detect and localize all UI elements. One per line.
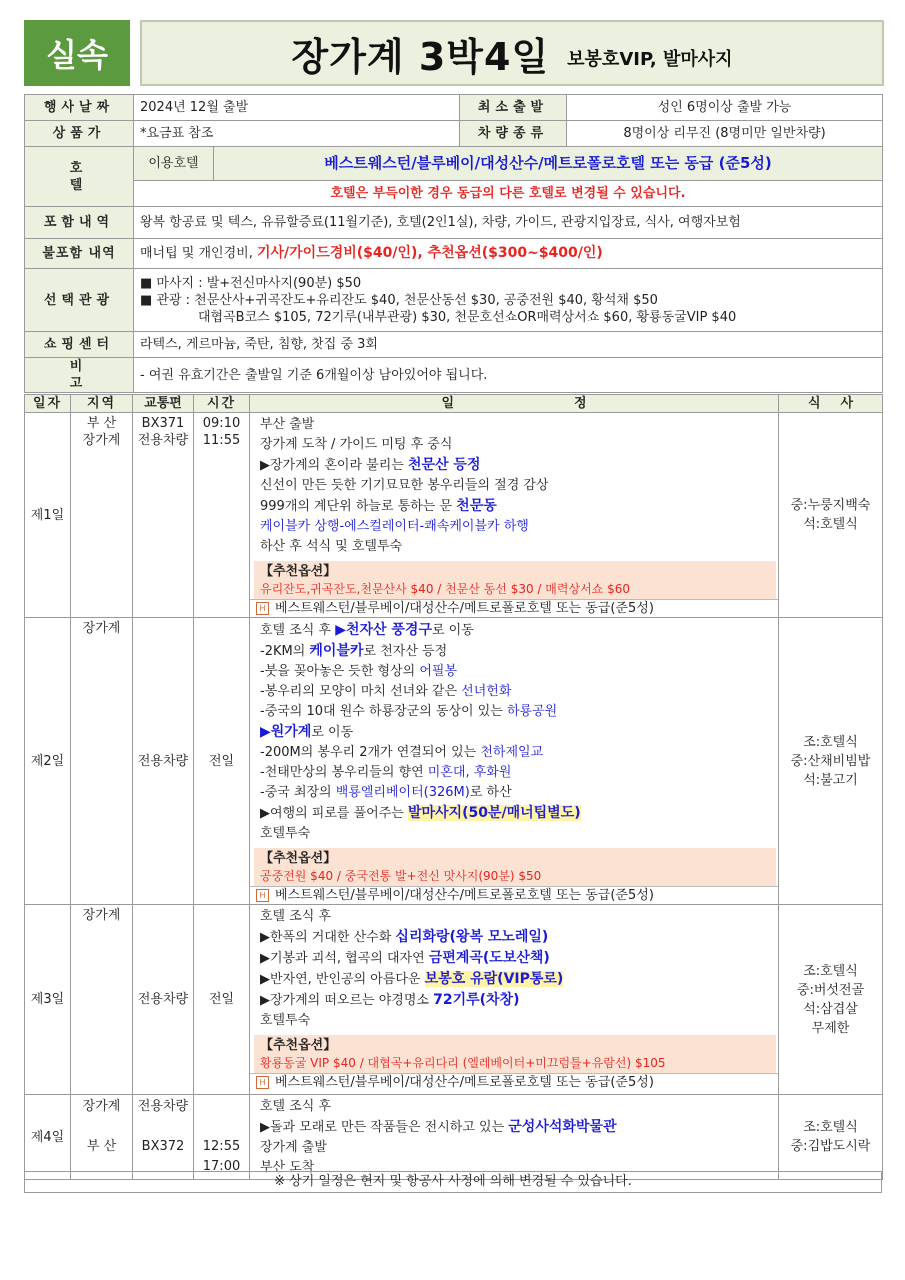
col-day: 일자	[25, 395, 71, 413]
region-line: 장가계	[82, 1099, 121, 1114]
col-transport: 교통편	[133, 395, 194, 413]
optional-tour: ■ 관광 : 천문산사+귀곡잔도+유리잔도 $40, 천문산동선 $30, 공중전원 $40, 황석채 $50	[140, 292, 658, 308]
day-time	[194, 413, 250, 618]
day-time: 전일	[194, 905, 250, 1095]
itin-line	[260, 455, 772, 476]
options-title: 【추천옵션】	[260, 564, 337, 579]
day-meals	[779, 905, 883, 1095]
hotel-line	[250, 1073, 778, 1091]
itin-line: 부산 출발	[260, 417, 315, 432]
day-label: 제4일	[25, 1095, 71, 1180]
day-region	[71, 413, 133, 618]
itin-text: -200M의 봉우리 2개가 연결되어 있는	[260, 745, 481, 760]
day-region: 장가계	[71, 905, 133, 1095]
itin-highlight: 군성사석화박물관	[508, 1119, 617, 1135]
day-time: 전일	[194, 618, 250, 905]
itin-text: ▶반자연, 반인공의 아름다운	[260, 972, 425, 987]
title-box	[140, 20, 884, 86]
itin-text: ▶여행의 피로를 풀어주는	[260, 806, 408, 821]
meal-line: 석:삼겹살	[803, 1001, 858, 1017]
meal-line: 조:호텔식	[803, 963, 858, 979]
optional-tour-label: 선택관광	[25, 269, 134, 332]
options-body: 황룡동굴 VIP $40 / 대협곡+유리다리 (엘레베이터+미끄럼틀+유람선) $105	[260, 1056, 666, 1070]
optional-tour-cont: 대협곡B코스 $105, 72기루(내부관광) $30, 천문호선쇼OR매력상서쇼 $60, 황룡동굴VIP $40	[198, 309, 737, 325]
itin-text: -붓을 꽂아놓은 듯한 형상의	[260, 664, 420, 679]
vehicle-label: 차량종류	[460, 121, 567, 147]
itin-line: 부산 도착	[260, 1160, 315, 1175]
meal-line: 중:김밥도시락	[790, 1139, 871, 1154]
travel-date-label: 행사날짜	[25, 95, 134, 121]
day-meals	[779, 413, 883, 618]
itin-line: 호텔 조식 후	[260, 1099, 332, 1114]
page-subtitle: 보봉호VIP, 발마사지	[567, 49, 733, 70]
hotel-value: 베스트웨스턴/블루베이/대성산수/메트로폴로호텔 또는 동급 (준5성)	[214, 147, 883, 181]
page-title: 장가계 3박4일	[291, 34, 550, 79]
itin-line	[260, 743, 772, 763]
day-itinerary	[250, 413, 779, 618]
itin-text: ▶한폭의 거대한 산수화	[260, 930, 396, 945]
itin-text: -중국의 10대 원수 하룡장군의 동상이 있는	[260, 704, 507, 719]
day-label: 제1일	[25, 413, 71, 618]
itin-highlight: 미혼대, 후화원	[427, 765, 512, 780]
day-transport: 전용차량	[133, 905, 194, 1095]
itin-line	[260, 803, 772, 824]
options-body: 유리잔도,귀곡잔도,천문산사 $40 / 천문산 동선 $30 / 매력상서쇼 $60	[260, 582, 630, 596]
time-line: 11:55	[202, 433, 241, 448]
time-line: 09:10	[202, 416, 241, 431]
excluded-highlight: 기사/가이드경비($40/인), 추천옵션($300~$400/인)	[257, 245, 603, 261]
itin-line: 하산 후 석식 및 호텔투숙	[260, 539, 403, 554]
itin-text: -천태만상의 봉우리들의 향연	[260, 765, 428, 780]
itin-line	[260, 948, 772, 969]
recommended-options	[254, 1035, 776, 1073]
itin-line	[260, 763, 772, 783]
itin-line	[260, 1117, 772, 1138]
time-line: 12:55	[202, 1139, 241, 1154]
itin-line: 장가계 출발	[260, 1140, 327, 1155]
itin-text: -2KM의	[260, 644, 310, 659]
itin-highlight: 천문산 등정	[407, 457, 481, 473]
itin-line: 케이블카 상행-에스컬레이터-쾌속케이블카 하행	[260, 519, 529, 534]
itin-text: -봉우리의 모양이 마치 선녀와 같은	[260, 684, 462, 699]
itin-line	[260, 641, 772, 662]
meal-line: 무제한	[811, 1020, 850, 1036]
itin-highlight: 십리화랑(왕복 모노레일)	[395, 929, 549, 945]
schedule-table	[24, 394, 883, 1180]
itin-line: 호텔투숙	[260, 826, 311, 841]
itin-line	[260, 990, 772, 1011]
meal-line: 중:누룽지백숙	[790, 498, 871, 513]
itin-highlight: 발마사지(50분/매너팁별도)	[407, 805, 581, 821]
itin-line: 장가계 도착 / 가이드 미팅 후 중식	[260, 437, 453, 452]
hotel-text: 베스트웨스턴/블루베이/대성산수/메트로폴로호텔 또는 동급(준5성)	[275, 1075, 654, 1090]
day-transport	[133, 413, 194, 618]
price-label: 상품가	[25, 121, 134, 147]
itin-line	[260, 682, 772, 702]
day-region	[71, 1095, 133, 1180]
itin-text: 로 이동	[311, 725, 354, 740]
day-meals	[779, 618, 883, 905]
included-label: 포함내역	[25, 207, 134, 239]
itin-text: ▶돌과 모래로 만든 작품들은 전시하고 있는	[260, 1120, 509, 1135]
category-badge: 실속	[24, 20, 130, 86]
meal-line: 석:불고기	[803, 772, 858, 788]
hotel-icon: H	[256, 1076, 269, 1089]
excluded-value	[134, 239, 883, 269]
day-meals	[779, 1095, 883, 1180]
meal-line: 조:호텔식	[803, 1120, 858, 1135]
itin-line	[260, 783, 772, 803]
itin-highlight: 보봉호 유람(VIP통로)	[424, 971, 564, 987]
itin-line: 신선이 만든 듯한 기기묘묘한 봉우리들의 절경 감상	[260, 478, 549, 493]
price-value: *요금표 참조	[134, 121, 460, 147]
day-itinerary	[250, 618, 779, 905]
itin-text: 로 하산	[469, 785, 512, 800]
itin-highlight: 케이블카	[309, 643, 364, 659]
recommended-options	[254, 848, 776, 886]
footer-note: ※ 상기 일정은 현지 및 항공사 사정에 의해 변경될 수 있습니다.	[24, 1171, 882, 1193]
col-itinerary: 일정	[250, 395, 779, 413]
shopping-value: 라텍스, 게르마늄, 죽탄, 침향, 찻집 중 3회	[134, 332, 883, 358]
transport-line: 전용차량	[137, 1099, 189, 1114]
meal-line: 석:호텔식	[803, 517, 858, 532]
day-row	[25, 1095, 883, 1180]
itin-highlight: 천하제일교	[480, 745, 544, 760]
itin-highlight: 금편계곡(도보산책)	[428, 950, 550, 966]
hotel-note: 호텔은 부득이한 경우 동급의 다른 호텔로 변경될 수 있습니다.	[134, 181, 883, 207]
hotel-line	[250, 886, 778, 904]
hotel-text: 베스트웨스턴/블루베이/대성산수/메트로폴로호텔 또는 동급(준5성)	[275, 601, 654, 616]
itin-text: -중국 최장의	[260, 785, 336, 800]
transport-line: BX372	[141, 1139, 185, 1154]
day-label: 제2일	[25, 618, 71, 905]
day-row	[25, 905, 883, 1095]
itin-line: 호텔투숙	[260, 1013, 311, 1028]
itin-highlight: 하룡공원	[506, 704, 558, 719]
transport-line: 전용차량	[137, 433, 189, 448]
itin-line	[260, 702, 772, 722]
itin-highlight: ▶원가계	[260, 724, 312, 740]
recommended-options	[254, 561, 776, 599]
shopping-label: 쇼핑센터	[25, 332, 134, 358]
day-row	[25, 618, 883, 905]
day-itinerary	[250, 905, 779, 1095]
min-departure-label: 최소출발	[460, 95, 567, 121]
excluded-text: 매너팁 및 개인경비,	[140, 246, 257, 261]
hotel-icon: H	[256, 889, 269, 902]
itin-highlight: 백룡엘리베이터(326M)	[335, 785, 470, 800]
hotel-text: 베스트웨스턴/블루베이/대성산수/메트로폴로호텔 또는 동급(준5성)	[275, 888, 654, 903]
note-value: - 여권 유효기간은 출발일 기준 6개월이상 남아있어야 됩니다.	[134, 358, 883, 393]
day-transport	[133, 1095, 194, 1180]
itin-text: 로 이동	[431, 623, 474, 638]
region-line: 부 산	[86, 1139, 117, 1154]
optional-tour-value	[134, 269, 883, 332]
transport-line: BX371	[141, 416, 185, 431]
day-time	[194, 1095, 250, 1180]
itin-line	[260, 496, 772, 517]
note-label: 비고	[25, 358, 134, 393]
included-value: 왕복 항공료 및 텍스, 유류할증료(11월기준), 호텔(2인1실), 차량, 가이드, 관광지입장료, 식사, 여행자보험	[134, 207, 883, 239]
itin-text: 호텔 조식 후	[260, 623, 336, 638]
itin-text: ▶장가계의 혼이라 불리는	[260, 458, 408, 473]
itin-text: ▶장가계의 떠오르는 야경명소	[260, 993, 434, 1008]
day-label: 제3일	[25, 905, 71, 1095]
itin-line: 호텔 조식 후	[260, 909, 332, 924]
itin-highlight: 천문동	[456, 498, 497, 514]
options-title: 【추천옵션】	[260, 1038, 337, 1053]
vehicle-value: 8명이상 리무진 (8명미만 일반차량)	[567, 121, 883, 147]
min-departure-value: 성인 6명이상 출발 가능	[567, 95, 883, 121]
itin-line	[260, 662, 772, 682]
itin-highlight: 어필봉	[419, 664, 458, 679]
hotel-sub-label: 이용호텔	[134, 147, 214, 181]
hotel-label: 호텔	[25, 147, 134, 207]
col-meal: 식사	[779, 395, 883, 413]
col-region: 지역	[71, 395, 133, 413]
page-header	[24, 20, 882, 86]
meal-line: 중:산채비빔밥	[790, 753, 871, 769]
itin-text: 999개의 계단위 하늘로 통하는 문	[260, 499, 457, 514]
time-line: 17:00	[202, 1159, 241, 1174]
day-region: 장가계	[71, 618, 133, 905]
itin-highlight: ▶천자산 풍경구	[335, 622, 432, 638]
hotel-icon: H	[256, 602, 269, 615]
day-transport: 전용차량	[133, 618, 194, 905]
itin-highlight: 선녀헌화	[461, 684, 512, 699]
itin-highlight: 72기루(차창)	[433, 992, 520, 1008]
options-body: 공중전원 $40 / 중국전통 발+전신 맛사지(90분) $50	[260, 869, 542, 883]
day-itinerary	[250, 1095, 779, 1180]
meal-line: 중:버섯전골	[796, 982, 865, 998]
excluded-label: 불포함 내역	[25, 239, 134, 269]
region-line: 부 산	[86, 416, 117, 431]
options-title: 【추천옵션】	[260, 851, 337, 866]
itin-line	[260, 927, 772, 948]
optional-massage: ■ 마사지 : 발+전신마사지(90분) $50	[140, 275, 362, 291]
itin-line	[260, 722, 772, 743]
region-line: 장가계	[82, 433, 121, 448]
meal-line: 조:호텔식	[803, 734, 858, 750]
col-time: 시간	[194, 395, 250, 413]
day-row	[25, 413, 883, 618]
info-table	[24, 94, 883, 393]
hotel-line	[250, 599, 778, 617]
itin-line	[260, 969, 772, 990]
travel-date-value: 2024년 12월 출발	[134, 95, 460, 121]
itin-text: 로 천자산 등정	[363, 644, 448, 659]
itin-line	[260, 620, 772, 641]
itin-text: ▶기봉과 괴석, 협곡의 대자연	[260, 951, 429, 966]
